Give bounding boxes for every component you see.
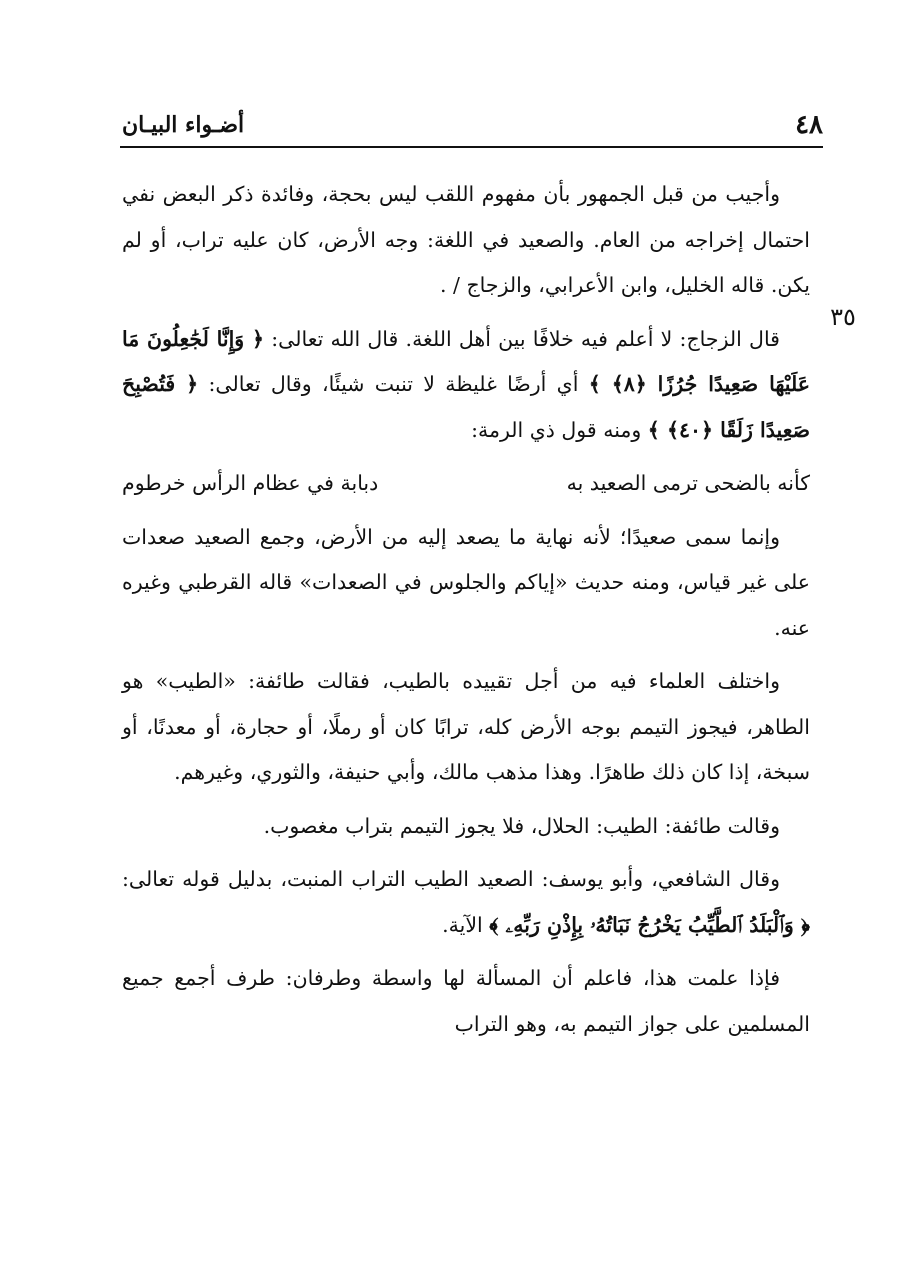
paragraph-2 [122, 317, 810, 454]
paragraph-1: وأجيب من قبل الجمهور بأن مفهوم اللقب ليس بحجة، وفائدة ذكر البعض نفي احتمال إخراجه من العام. والصعيد في اللغة: وجه الأرض، كان عليه تراب، أو لم يكن. قاله الخليل، وابن الأعرابي، والزجاج / . [122, 182, 810, 297]
paragraph-2-text-c: ومنه قول ذي الرمة: [471, 417, 648, 442]
quran-verse-3: ﴿ وَٱلْبَلَدُ ٱلطَّيِّبُ يَخْرُجُ نَبَاتُهُۥ بِإِذْنِ رَبِّهِۦ ﴾ [489, 912, 810, 937]
paragraph-5: وقالت طائفة: الطيب: الحلال، فلا يجوز التيمم بتراب مغصوب. [263, 813, 780, 838]
paragraph-2-text-a: قال الزجاج: لا أعلم فيه خلافًا بين أهل اللغة. قال الله تعالى: [264, 326, 780, 351]
poetry-verse [122, 461, 810, 507]
page-body [122, 172, 810, 1055]
quran-verse-1: ﴿ وَإِنَّا لَجَٰعِلُونَ مَا عَلَيْهَا صَعِيدًا جُرُزًا ﴿٨﴾ ﴾ [122, 326, 810, 396]
book-title: أضـواء البيـان [122, 112, 245, 138]
paragraph-2-text-b: أي أرضًا غليظة لا تنبت شيئًا، وقال تعالى: [198, 372, 589, 396]
poetry-hemistich-1: كأنه بالضحى ترمى الصعيد به [566, 471, 810, 495]
paragraph-4: واختلف العلماء فيه من أجل تقييده بالطيب، فقالت طائفة: «الطيب» هو الطاهر، فيجوز التيمم بوجه الأرض كله، ترابًا كان أو رملًا، أو حجارة، أو معدنًا، أو سبخة، إذا كان ذلك طاهرًا. وهذا مذهب مالك، وأبي حنيفة، والثوري، وغيرهم. [122, 669, 810, 784]
header-rule [120, 146, 823, 148]
poetry-hemistich-2: دبابة في عظام الرأس خرطوم [122, 471, 379, 495]
page-header [120, 108, 823, 148]
paragraph-3: وإنما سمى صعيدًا؛ لأنه نهاية ما يصعد إليه من الأرض، وجمع الصعيد صعدات على غير قياس، ومنه حديث «إياكم والجلوس في الصعدات» قاله القرطبي وغيره عنه. [122, 524, 810, 640]
paragraph-6 [122, 857, 810, 948]
paragraph-7: فإذا علمت هذا، فاعلم أن المسألة لها واسطة وطرفان: طرف أجمع جميع المسلمين على جواز التيمم به، وهو التراب [122, 966, 810, 1036]
paragraph-6-text-b: الآية. [442, 912, 490, 937]
page-number: ٤٨ [795, 110, 823, 140]
paragraph-6-text-a: وقال الشافعي، وأبو يوسف: الصعيد الطيب التراب المنبت، بدليل قوله تعالى: [122, 867, 780, 891]
margin-page-reference: ٣٥ [830, 303, 856, 331]
quran-verse-2: ﴿ فَتُصْبِحَ صَعِيدًا زَلَقًا ﴿٤٠﴾ ﴾ [122, 372, 810, 442]
